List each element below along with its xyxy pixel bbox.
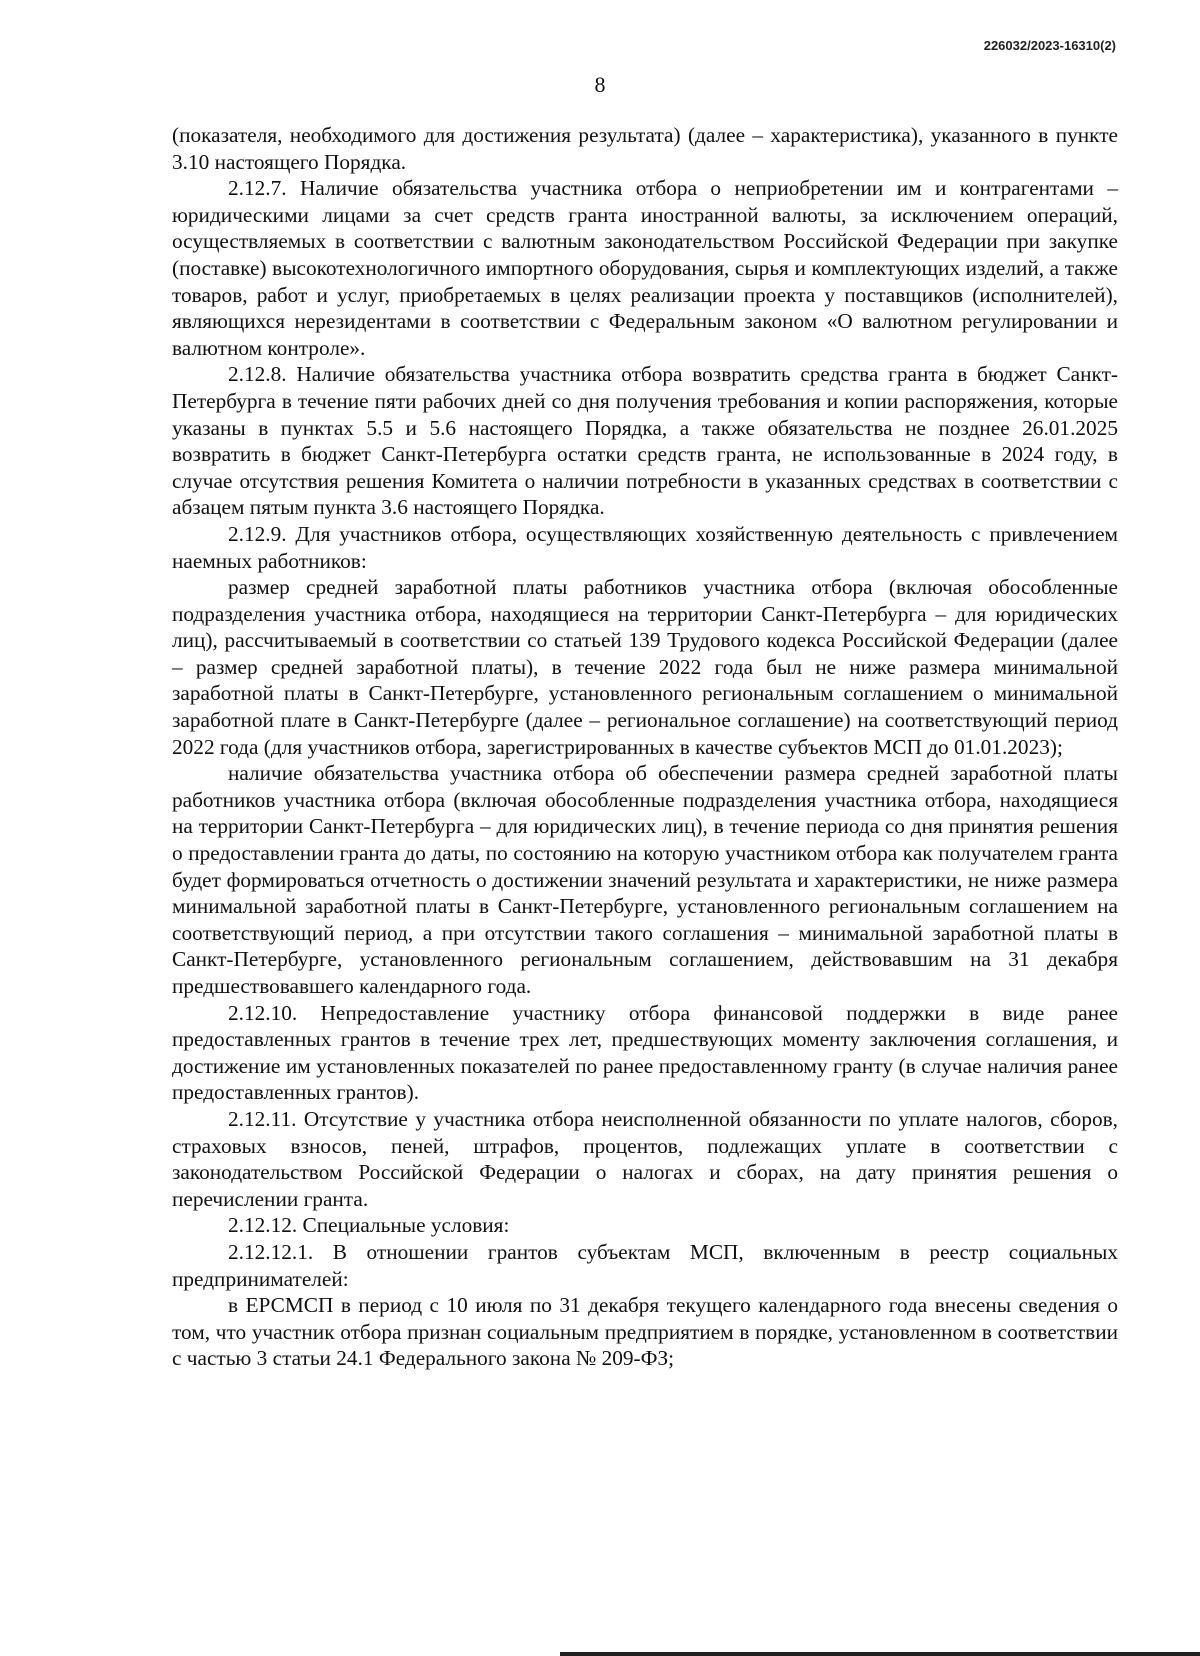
page-number: 8 (594, 72, 606, 97)
paragraph-2-12-12: 2.12.12. Специальные условия: (228, 1213, 510, 1238)
document-body (172, 122, 1118, 1372)
paragraph-continuation: (показателя, необходимого для достижения результата) (далее – характеристика), указанного в пункте 3.10 настоящего Порядка. (172, 123, 1118, 174)
paragraph-2-12-11: 2.12.11. Отсутствие у участника отбора неисполненной обязанности по уплате налогов, сборов, страховых взносов, пеней, штрафов, процентов, подлежащих уплате в соответствии с законодательством Российской Федерации о налогах и сборах, на дату принятия решения о перечислении гранта. (172, 1106, 1118, 1211)
paragraph-ersmsp: в ЕРСМСП в период с 10 июля по 31 декабря текущего календарного года внесены сведения о том, что участник отбора признан социальным предприятием в порядке, установленном в соответствии с частью 3 статьи 24.1 Федерального закона № 209-ФЗ; (172, 1293, 1118, 1371)
bottom-edge-line (560, 1652, 1200, 1656)
paragraph-2-12-9: 2.12.9. Для участников отбора, осуществляющих хозяйственную деятельность с привлечением наемных работников: (172, 521, 1118, 573)
paragraph-2-12-8: 2.12.8. Наличие обязательства участника отбора возвратить средства гранта в бюджет Санкт-Петербурга в течение пяти рабочих дней со дня получения требования и копии распоряжения, которые указаны в пунктах 5.5 и 5.6 настоящего Порядка, а также обязательства не позднее 26.01.2025 возвратить в бюджет Санкт-Петербурга остатки средств гранта, не использованные в 2024 году, в случае отсутствия решения Комитета о наличии потребности в указанных средствах в соответствии с абзацем пятым пункта 3.6 настоящего Порядка. (172, 362, 1118, 520)
paragraph-2-12-7: 2.12.7. Наличие обязательства участника отбора о неприобретении им и контрагентами – юридическими лицами за счет средств гранта иностранной валюты, за исключением операций, осуществляемых в соответствии с валютным законодательством Российской Федерации при закупке (поставке) высокотехнологичного импортного оборудования, сырья и комплектующих изделий, а также товаров, работ и услуг, приобретаемых в целях реализации проекта у поставщиков (исполнителей), являющихся нерезидентами в соответствии с Федеральным законом «О валютном регулировании и валютном контроле». (172, 176, 1118, 360)
paragraph-2-12-12-1: 2.12.12.1. В отношении грантов субъектам МСП, включенным в реестр социальных предпринимателей: (172, 1239, 1118, 1291)
paragraph-2-12-10: 2.12.10. Непредоставление участнику отбора финансовой поддержки в виде ранее предоставленных грантов в течение трех лет, предшествующих моменту заключения соглашения, и достижение им установленных показателей по ранее предоставленному гранту (в случае наличия ранее предоставленных грантов). (172, 1000, 1118, 1105)
document-id: 226032/2023-16310(2) (983, 38, 1116, 53)
paragraph-salary-obligation: наличие обязательства участника отбора об обеспечении размера средней заработной платы работников участника отбора (включая обособленные подразделения участника отбора, находящиеся на территории Санкт-Петербурга – для юридических лиц), в течение периода со дня принятия решения о предоставлении гранта до даты, по состоянию на которую участником отбора как получателем гранта будет формироваться отчетность о достижении значений результата и характеристики, не ниже размера минимальной заработной платы в Санкт-Петербурге, установленного региональным соглашением на соответствующий период, а при отсутствии такого соглашения – минимальной заработной платы в Санкт-Петербурге, установленного региональным соглашением, действовавшим на 31 декабря предшествовавшего календарного года. (172, 761, 1118, 998)
paragraph-salary-condition: размер средней заработной платы работников участника отбора (включая обособленные подразделения участника отбора, находящиеся на территории Санкт-Петербурга – для юридических лиц), рассчитываемый в соответствии со статьей 139 Трудового кодекса Российской Федерации (далее – размер средней заработной платы), в течение 2022 года был не ниже размера минимальной заработной платы в Санкт-Петербурге, установленного региональным соглашением о минимальной заработной плате в Санкт-Петербурге (далее – региональное соглашение) на соответствующий период 2022 года (для участников отбора, зарегистрированных в качестве субъектов МСП до 01.01.2023); (172, 575, 1118, 759)
